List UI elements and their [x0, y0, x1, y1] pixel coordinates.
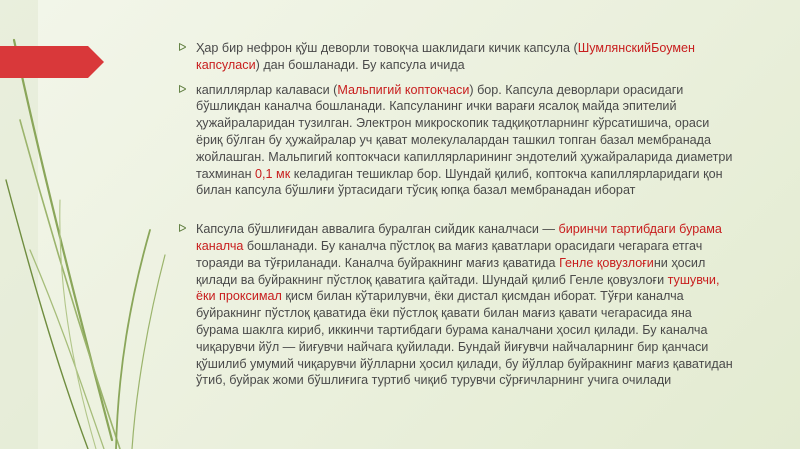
text-run: капиллярлар калаваси (: [196, 82, 338, 97]
text-run: ) бор. Капсула деворлари орасидаги бўшлиқдан каналча бошланади. Капсуланинг ички варағи ясалоқ майда эпителий ҳужайраларидан тузилган. Электрон микроскопик тадқиқотларнинг кўрсатишича, ораси ёриқ бўлган бу ҳужайралар уч қават молекулалардан ташкил топган базал мембранада жойлашган. Мальпигий коптокчаси капиллярларининг эндотелий ҳужайраларида диаметри тахминан: [196, 82, 733, 181]
bullet-arrow-icon: ᐅ: [178, 223, 187, 236]
red-arrow-shape: [0, 46, 104, 78]
highlighted-term: 0,1 мк: [255, 166, 291, 181]
text-run: Ҳар бир нефрон қўш деворли товоқча шаклидаги кичик капсула (: [196, 41, 578, 55]
text-run: Капсула бўшлиғидан аввалига буралган сийдик каналчаси —: [196, 222, 559, 237]
bullet-arrow-icon: ᐅ: [178, 83, 187, 96]
highlighted-term: ШумлянскийБоумен капсуласи: [196, 41, 695, 72]
bullet-arrow-icon: ᐅ: [178, 42, 187, 54]
text-run: ) дан бошланади. Бу капсула ичида: [255, 57, 465, 72]
highlighted-term: тушувчи, ёки проксимал: [196, 272, 720, 304]
slide-body: [178, 40, 738, 411]
paragraph-text: [196, 41, 695, 72]
bullet-item: [178, 40, 738, 74]
stem-6: [116, 230, 150, 449]
highlighted-term: биринчи тартибдаги бурама каналча: [196, 222, 722, 253]
text-run: ни ҳосил қилади ва буйракнинг пўстлоқ қаватига қайтади. Шундай қилиб Генле қовузлоғи: [196, 255, 706, 287]
highlighted-term: Мальпигий коптокчаси: [337, 82, 470, 97]
paragraph-text: [196, 222, 733, 387]
highlighted-term: Генле қовузлоғи: [559, 255, 654, 270]
bullet-item: [178, 82, 738, 200]
bullet-item: [178, 221, 738, 389]
paragraph-text: [196, 83, 732, 198]
stem-4: [30, 250, 104, 449]
text-run: қисм билан кўтарилувчи, ёки дистал қисмдан иборат. Тўғри каналча буйракнинг пўстлоқ қаватида ёки пўстлоқ қавати билан мағиз қавати чегарасида яна бурама шаклга кириб, иккинчи тартибдаги бурама каналчани ҳосил қилади. Бу каналча чиқарувчи йўл — йиғувчи найчага қуйилади. Бундай йиғувчи найчаларнинг бир қанчаси қўшилиб умумий чиқарувчи йўлларни ҳосил қилади, бу йўллар буйракнинг мағиз қаватидан ўтиб, буйрак жоми бўшлиғига туртиб чиқиб турувчи сўрғичларнинг учига очилади: [196, 289, 733, 388]
text-run: келадиган тешиклар бор. Шундай қилиб, коптокча капиллярларидаги қон билан капсула бўшлиғи ўртасидаги тўсиқ юпқа базал мембранадан иборат: [196, 166, 723, 198]
text-run: бошланади. Бу каналча пўстлоқ ва мағиз қаватлари орасидаги чегарага етгач тораяди ва тўғриланади. Каналча буйракнинг мағиз қаватида: [196, 238, 703, 270]
